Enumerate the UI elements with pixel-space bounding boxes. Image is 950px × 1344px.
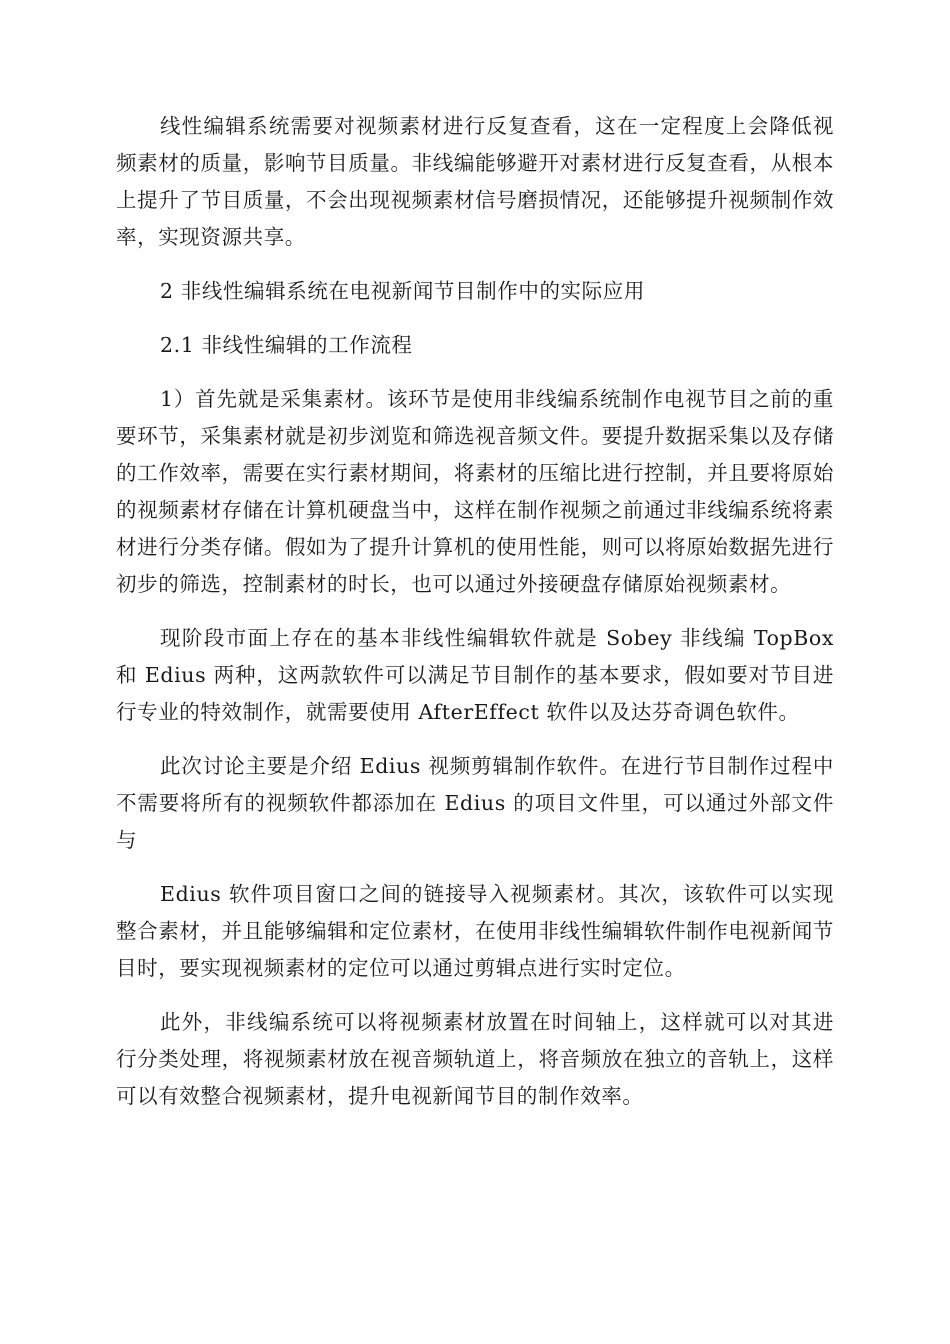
paragraph-timeline: 此外，非线编系统可以将视频素材放置在时间轴上，这样就可以对其进行分类处理，将视频素材放在视音频轨道上，将音频放在独立的音轨上，这样可以有效整合视频素材，提升电视新闻节目的制作效率。 <box>116 1010 834 1108</box>
paragraph-software: 现阶段市面上存在的基本非线性编辑软件就是 Sobey 非线编 TopBox 和 Edius 两种，这两款软件可以满足节目制作的基本要求，假如要对节目进行专业的特效制作，就需要使用 AfterEffect 软件以及达芬奇调色软件。 <box>116 626 834 724</box>
document-page <box>116 108 834 1132</box>
subsection-heading: 2.1 非线性编辑的工作流程 <box>160 333 413 357</box>
paragraph-step-one: 1）首先就是采集素材。该环节是使用非线编系统制作电视节目之前的重要环节，采集素材就是初步浏览和筛选视音频文件。要提升数据采集以及存储的工作效率，需要在实行素材期间，将素材的压缩比进行控制，并且要将原始的视频素材存储在计算机硬盘当中，这样在制作视频之前通过非线编系统将素材进行分类存储。假如为了提升计算机的使用性能，则可以将原始数据先进行初步的筛选，控制素材的时长，也可以通过外接硬盘存储原始视频素材。 <box>116 387 834 596</box>
paragraph-intro: 线性编辑系统需要对视频素材进行反复查看，这在一定程度上会降低视频素材的质量，影响节目质量。非线编能够避开对素材进行反复查看，从根本上提升了节目质量，不会出现视频素材信号磨损情况，还能够提升视频制作效率，实现资源共享。 <box>116 114 834 249</box>
section-heading: 2 非线性编辑系统在电视新闻节目制作中的实际应用 <box>160 279 645 303</box>
paragraph-edius-features: Edius 软件项目窗口之间的链接导入视频素材。其次，该软件可以实现整合素材，并且能够编辑和定位素材，在使用非线性编辑软件制作电视新闻节目时，要实现视频素材的定位可以通过剪辑点进行实时定位。 <box>116 882 834 980</box>
paragraph-edius-intro: 此次讨论主要是介绍 Edius 视频剪辑制作软件。在进行节目制作过程中不需要将所有的视频软件都添加在 Edius 的项目文件里，可以通过外部文件与 <box>116 754 834 852</box>
